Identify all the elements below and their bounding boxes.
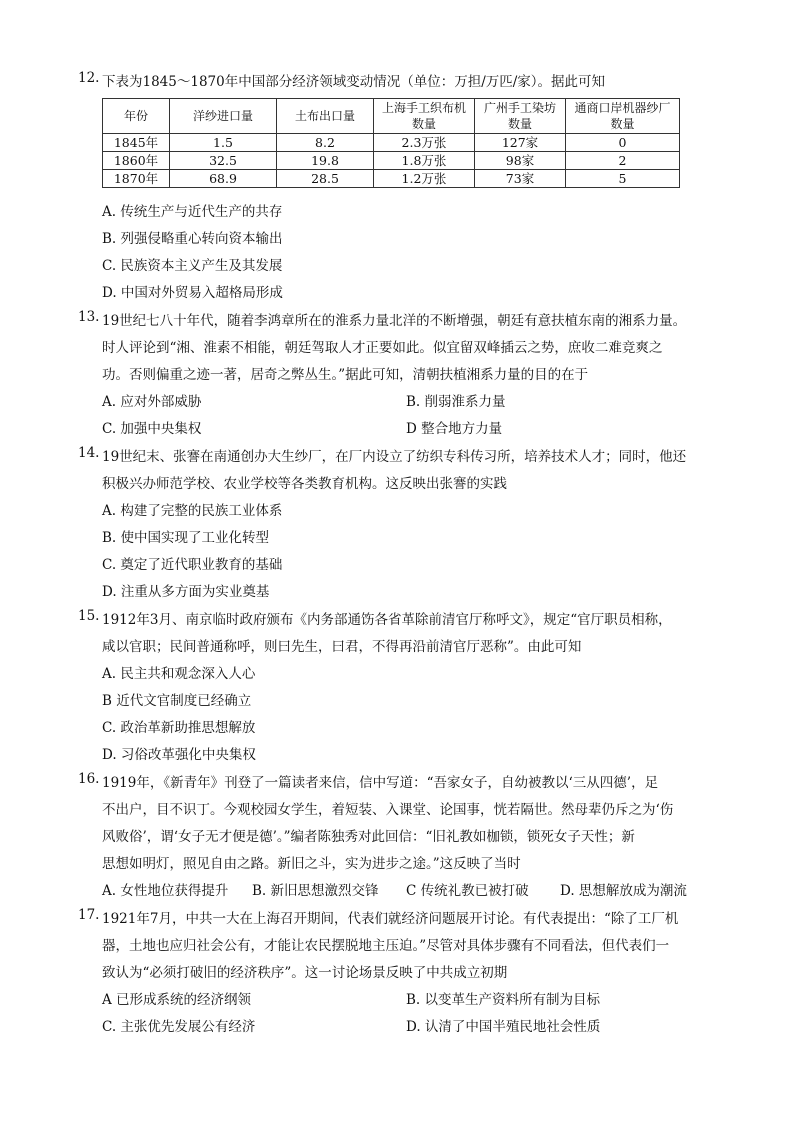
column-header: 上海手工织布机 数量	[374, 99, 475, 134]
option-b[interactable]: B. 以变革生产资料所有制为目标	[406, 992, 601, 1008]
question-number: 12.	[78, 70, 100, 86]
table-cell: 0	[566, 134, 680, 152]
table-cell: 28.5	[277, 170, 374, 188]
table-cell: 1.2万张	[374, 170, 475, 188]
table-row	[103, 134, 680, 152]
option-a[interactable]: A 已形成系统的经济纲领	[102, 992, 252, 1008]
option-a[interactable]: A. 传统生产与近代生产的共存	[102, 204, 283, 220]
table-cell: 1.5	[170, 134, 277, 152]
option-d[interactable]: D. 认清了中国半殖民地社会性质	[406, 1019, 601, 1035]
option-b[interactable]: B. 使中国实现了工业化转型	[102, 530, 270, 546]
table-cell: 5	[566, 170, 680, 188]
question-stem-line: 19世纪七八十年代，随着李鸿章所在的淮系力量北洋的不断增强，朝廷有意扶植东南的湘系力量。	[102, 313, 687, 329]
table-cell: 32.5	[170, 152, 277, 170]
question-stem-line: 时人评论到“湘、淮素不相能，朝廷驾取人才正要如此。似宜留双峰插云之势，庶收二难竞爽之	[102, 340, 663, 356]
column-header: 洋纱进口量	[170, 99, 277, 134]
table-cell: 127家	[475, 134, 566, 152]
table-cell: 8.2	[277, 134, 374, 152]
question-stem-line: 器，土地也应归社会公有，才能让农民摆脱地主压迫。”尽管对具体步骤有不同看法，但代表们一	[102, 938, 670, 954]
option-a[interactable]: A. 女性地位获得提升	[102, 883, 229, 899]
question-stem-line: 致认为“必须打破旧的经济秩序”。这一讨论场景反映了中共成立初期	[102, 965, 508, 981]
question-stem-line: 风败俗’，谓‘女子无才便是德’。”编者陈独秀对此回信：“旧礼教如枷锁，锁死女子天性；新	[102, 829, 635, 845]
table-cell: 68.9	[170, 170, 277, 188]
table-cell: 1860年	[103, 152, 170, 170]
column-header: 土布出口量	[277, 99, 374, 134]
table-row	[103, 152, 680, 170]
option-b[interactable]: B. 削弱淮系力量	[406, 394, 506, 410]
table-cell: 1870年	[103, 170, 170, 188]
table-cell: 73家	[475, 170, 566, 188]
question-stem-line: 思想如明灯，照见自由之路。新旧之斗，实为进步之途。”这反映了当时	[102, 856, 521, 872]
table-cell: 2	[566, 152, 680, 170]
table-row	[103, 170, 680, 188]
option-c[interactable]: C. 主张优先发展公有经济	[102, 1019, 256, 1035]
option-b[interactable]: B 近代文官制度已经确立	[102, 693, 252, 709]
question-number: 14.	[78, 445, 100, 461]
option-a[interactable]: A. 应对外部威胁	[102, 394, 202, 410]
question-stem-line: 功。否则偏重之迹一著，居奇之弊丛生。”据此可知，清朝扶植湘系力量的目的在于	[102, 367, 589, 383]
table-header-row	[103, 99, 680, 134]
question-stem: 下表为1845～1870年中国部分经济领域变动情况（单位：万担/万匹/家）。据此可知	[102, 74, 606, 90]
question-stem-line: 1921年7月，中共一大在上海召开期间，代表们就经济问题展开讨论。有代表提出：“除了工厂机	[102, 911, 679, 927]
question-stem-line: 积极兴办师范学校、农业学校等各类教育机构。这反映出张謇的实践	[102, 476, 507, 492]
question-stem-line: 1912年3月、南京临时政府颁布《内务部通饬各省革除前清官厅称呼文》，规定“官厅职员相称，	[102, 612, 672, 628]
economic-change-table	[102, 98, 680, 188]
question-number: 16.	[78, 771, 100, 787]
question-number: 15.	[78, 608, 100, 624]
option-c[interactable]: C. 民族资本主义产生及其发展	[102, 258, 283, 274]
table-cell: 2.3万张	[374, 134, 475, 152]
column-header: 年份	[103, 99, 170, 134]
question-stem-line: 19世纪末、张謇在南通创办大生纱厂，在厂内设立了纺织专科传习所，培养技术人才；同时，他还	[102, 449, 687, 465]
question-number: 13.	[78, 309, 100, 325]
question-number: 17.	[78, 907, 100, 923]
option-b[interactable]: B. 列强侵略重心转向资本输出	[102, 231, 283, 247]
question-stem-line: 1919年，《新青年》刊登了一篇读者来信，信中写道：“吾家女子，自幼被教以‘三从四德’，足	[102, 775, 659, 791]
option-d[interactable]: D. 注重从多方面为实业奠基	[102, 584, 270, 600]
table-cell: 1845年	[103, 134, 170, 152]
question-stem-line: 咸以官职；民间普通称呼，则曰先生，曰君，不得再沿前清官厅恶称”。由此可知	[102, 639, 582, 655]
question-stem-line: 不出户，目不识丁。今观校园女学生，着短装、入课堂、论国事，恍若隔世。然母辈仍斥之为‘伤	[102, 802, 674, 818]
option-c[interactable]: C. 加强中央集权	[102, 421, 202, 437]
option-d[interactable]: D. 中国对外贸易入超格局形成	[102, 285, 283, 301]
column-header: 通商口岸机器纱厂 数量	[566, 99, 680, 134]
option-d[interactable]: D. 习俗改革强化中央集权	[102, 747, 256, 763]
table-cell: 19.8	[277, 152, 374, 170]
option-d[interactable]: D 整合地方力量	[406, 421, 503, 437]
table-cell: 98家	[475, 152, 566, 170]
column-header: 广州手工染坊 数量	[475, 99, 566, 134]
option-d[interactable]: D. 思想解放成为潮流	[560, 883, 687, 899]
option-c[interactable]: C. 政治革新助推思想解放	[102, 720, 256, 736]
option-b[interactable]: B. 新旧思想激烈交锋	[252, 883, 379, 899]
option-c[interactable]: C. 奠定了近代职业教育的基础	[102, 557, 283, 573]
option-c[interactable]: C 传统礼教已被打破	[406, 883, 529, 899]
table-cell: 1.8万张	[374, 152, 475, 170]
option-a[interactable]: A. 民主共和观念深入人心	[102, 666, 256, 682]
option-a[interactable]: A. 构建了完整的民族工业体系	[102, 503, 283, 519]
